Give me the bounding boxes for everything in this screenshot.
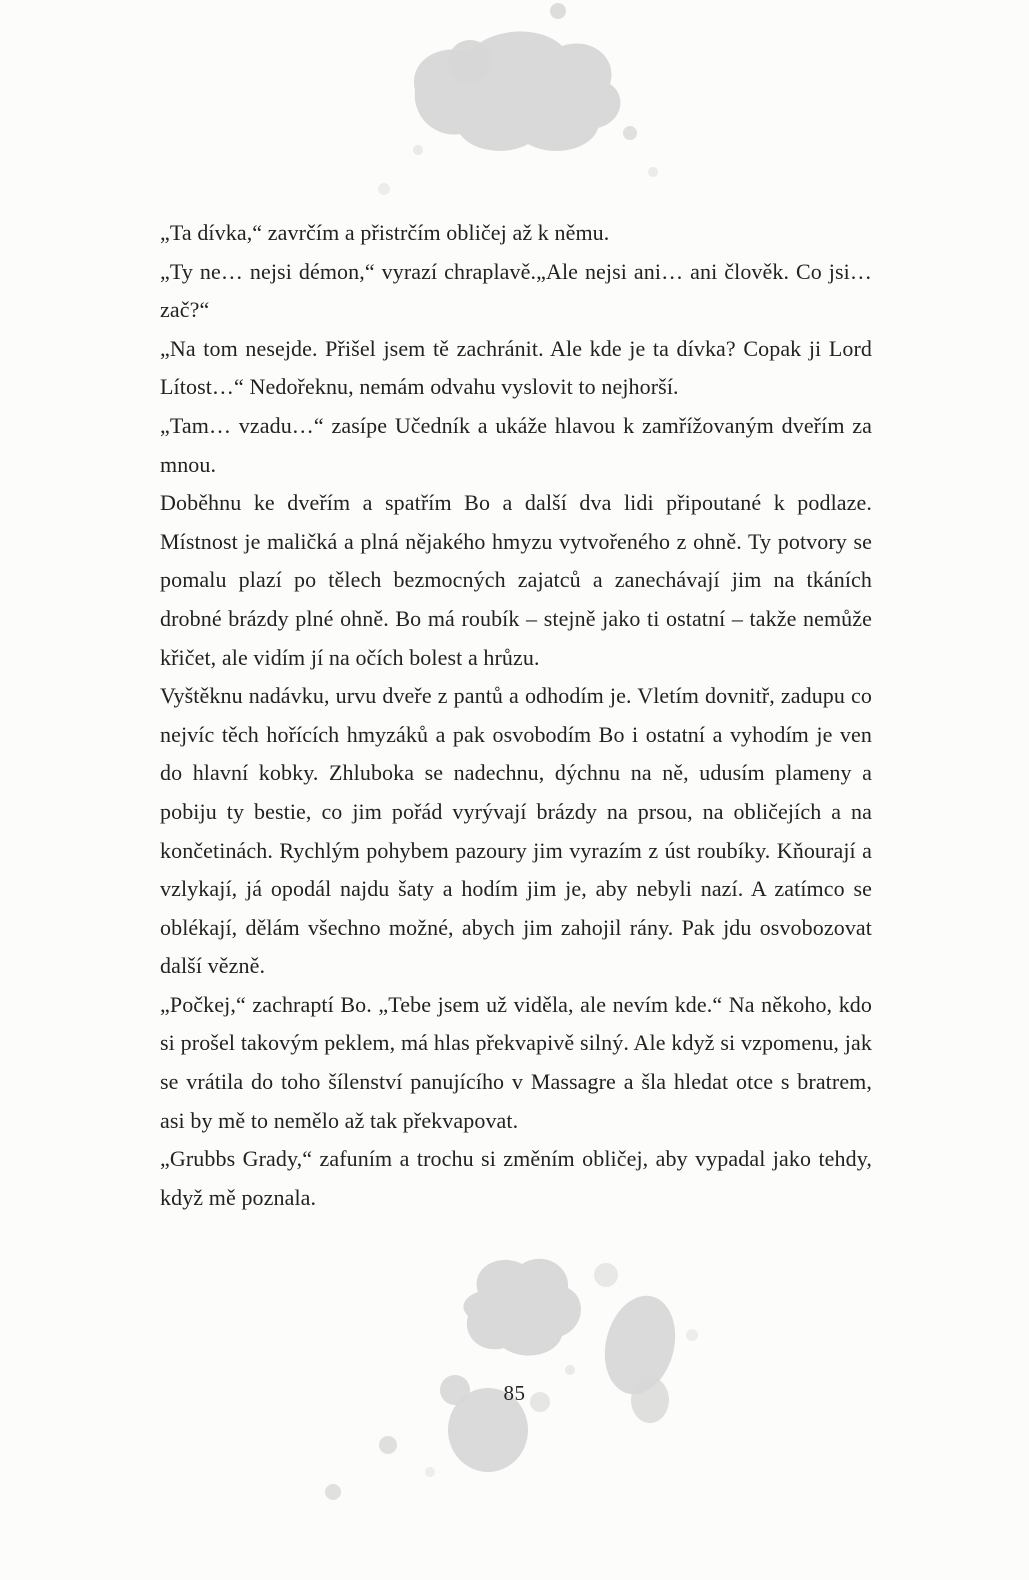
- ink-blot-top-icon: [0, 0, 1029, 230]
- paragraph: „Počkej,“ zachraptí Bo. „Tebe jsem už viděla, ale nevím kde.“ Na někoho, kdo si prošel takovým peklem, má hlas překvapivě silný. Ale když si vzpomenu, jak se vrátila do toho šílenství panujícího v Massagre a šla hledat otce s bratrem, asi by mě to nemělo až tak překvapovat.: [160, 991, 872, 1133]
- paragraph: „Ty ne… nejsi démon,“ vyrazí chraplavě.„Ale nejsi ani… ani člověk. Co jsi… zač?“: [160, 258, 872, 323]
- paragraph: „Na tom nesejde. Přišel jsem tě zachránit. Ale kde je ta dívka? Copak ji Lord Lítost…“ Nedořeknu, nemám odvahu vyslovit to nejhorší.: [160, 335, 872, 400]
- paragraph: „Ta dívka,“ zavrčím a přistrčím obličej až k němu.: [160, 220, 610, 245]
- page-number: 85: [503, 1381, 526, 1405]
- paragraph: Vyštěknu nadávku, urvu dveře z pantů a odhodím je. Vletím dovnitř, zadupu co nejvíc těch hořících hmyzáků a pak osvobodím Bo i ostatní a vyhodím je ven do hlavní kobky. Zhluboka se nadechnu, dýchnu na ně, udusím plameny a pobiju ty bestie, co jim pořád vyrývají brázdy na prsou, na obličejích a na končetinách. Rychlým pohybem pazoury jim vyrazím z úst roubíky. Kňourají a vzlykají, já opodál najdu šaty a hodím jim je, aby nebyli nazí. A zatímco se oblékají, dělám všechno možné, abych jim zahojil rány. Pak jdu osvobozovat další vězně.: [160, 683, 872, 979]
- paragraph: Doběhnu ke dveřím a spatřím Bo a další dva lidi připoutané k podlaze. Místnost je maličká a plná nějakého hmyzu vytvořeného z ohně. Ty potvory se pomalu plazí po tělech bezmocných zajatců a zanechávají jim na tkáních drobné brázdy plné ohně. Bo má roubík – stejně jako ti ostatní – takže nemůže křičet, ale vidím jí na očích bolest a hrůzu.: [160, 490, 872, 670]
- paragraph: „Tam… vzadu…“ zasípe Učedník a ukáže hlavou k zamřížovaným dveřím za mnou.: [160, 412, 872, 477]
- text-block: [160, 214, 872, 1217]
- paragraph: „Grubbs Grady,“ zafuním a trochu si změním obličej, aby vypadal jako tehdy, když mě poznala.: [160, 1146, 872, 1210]
